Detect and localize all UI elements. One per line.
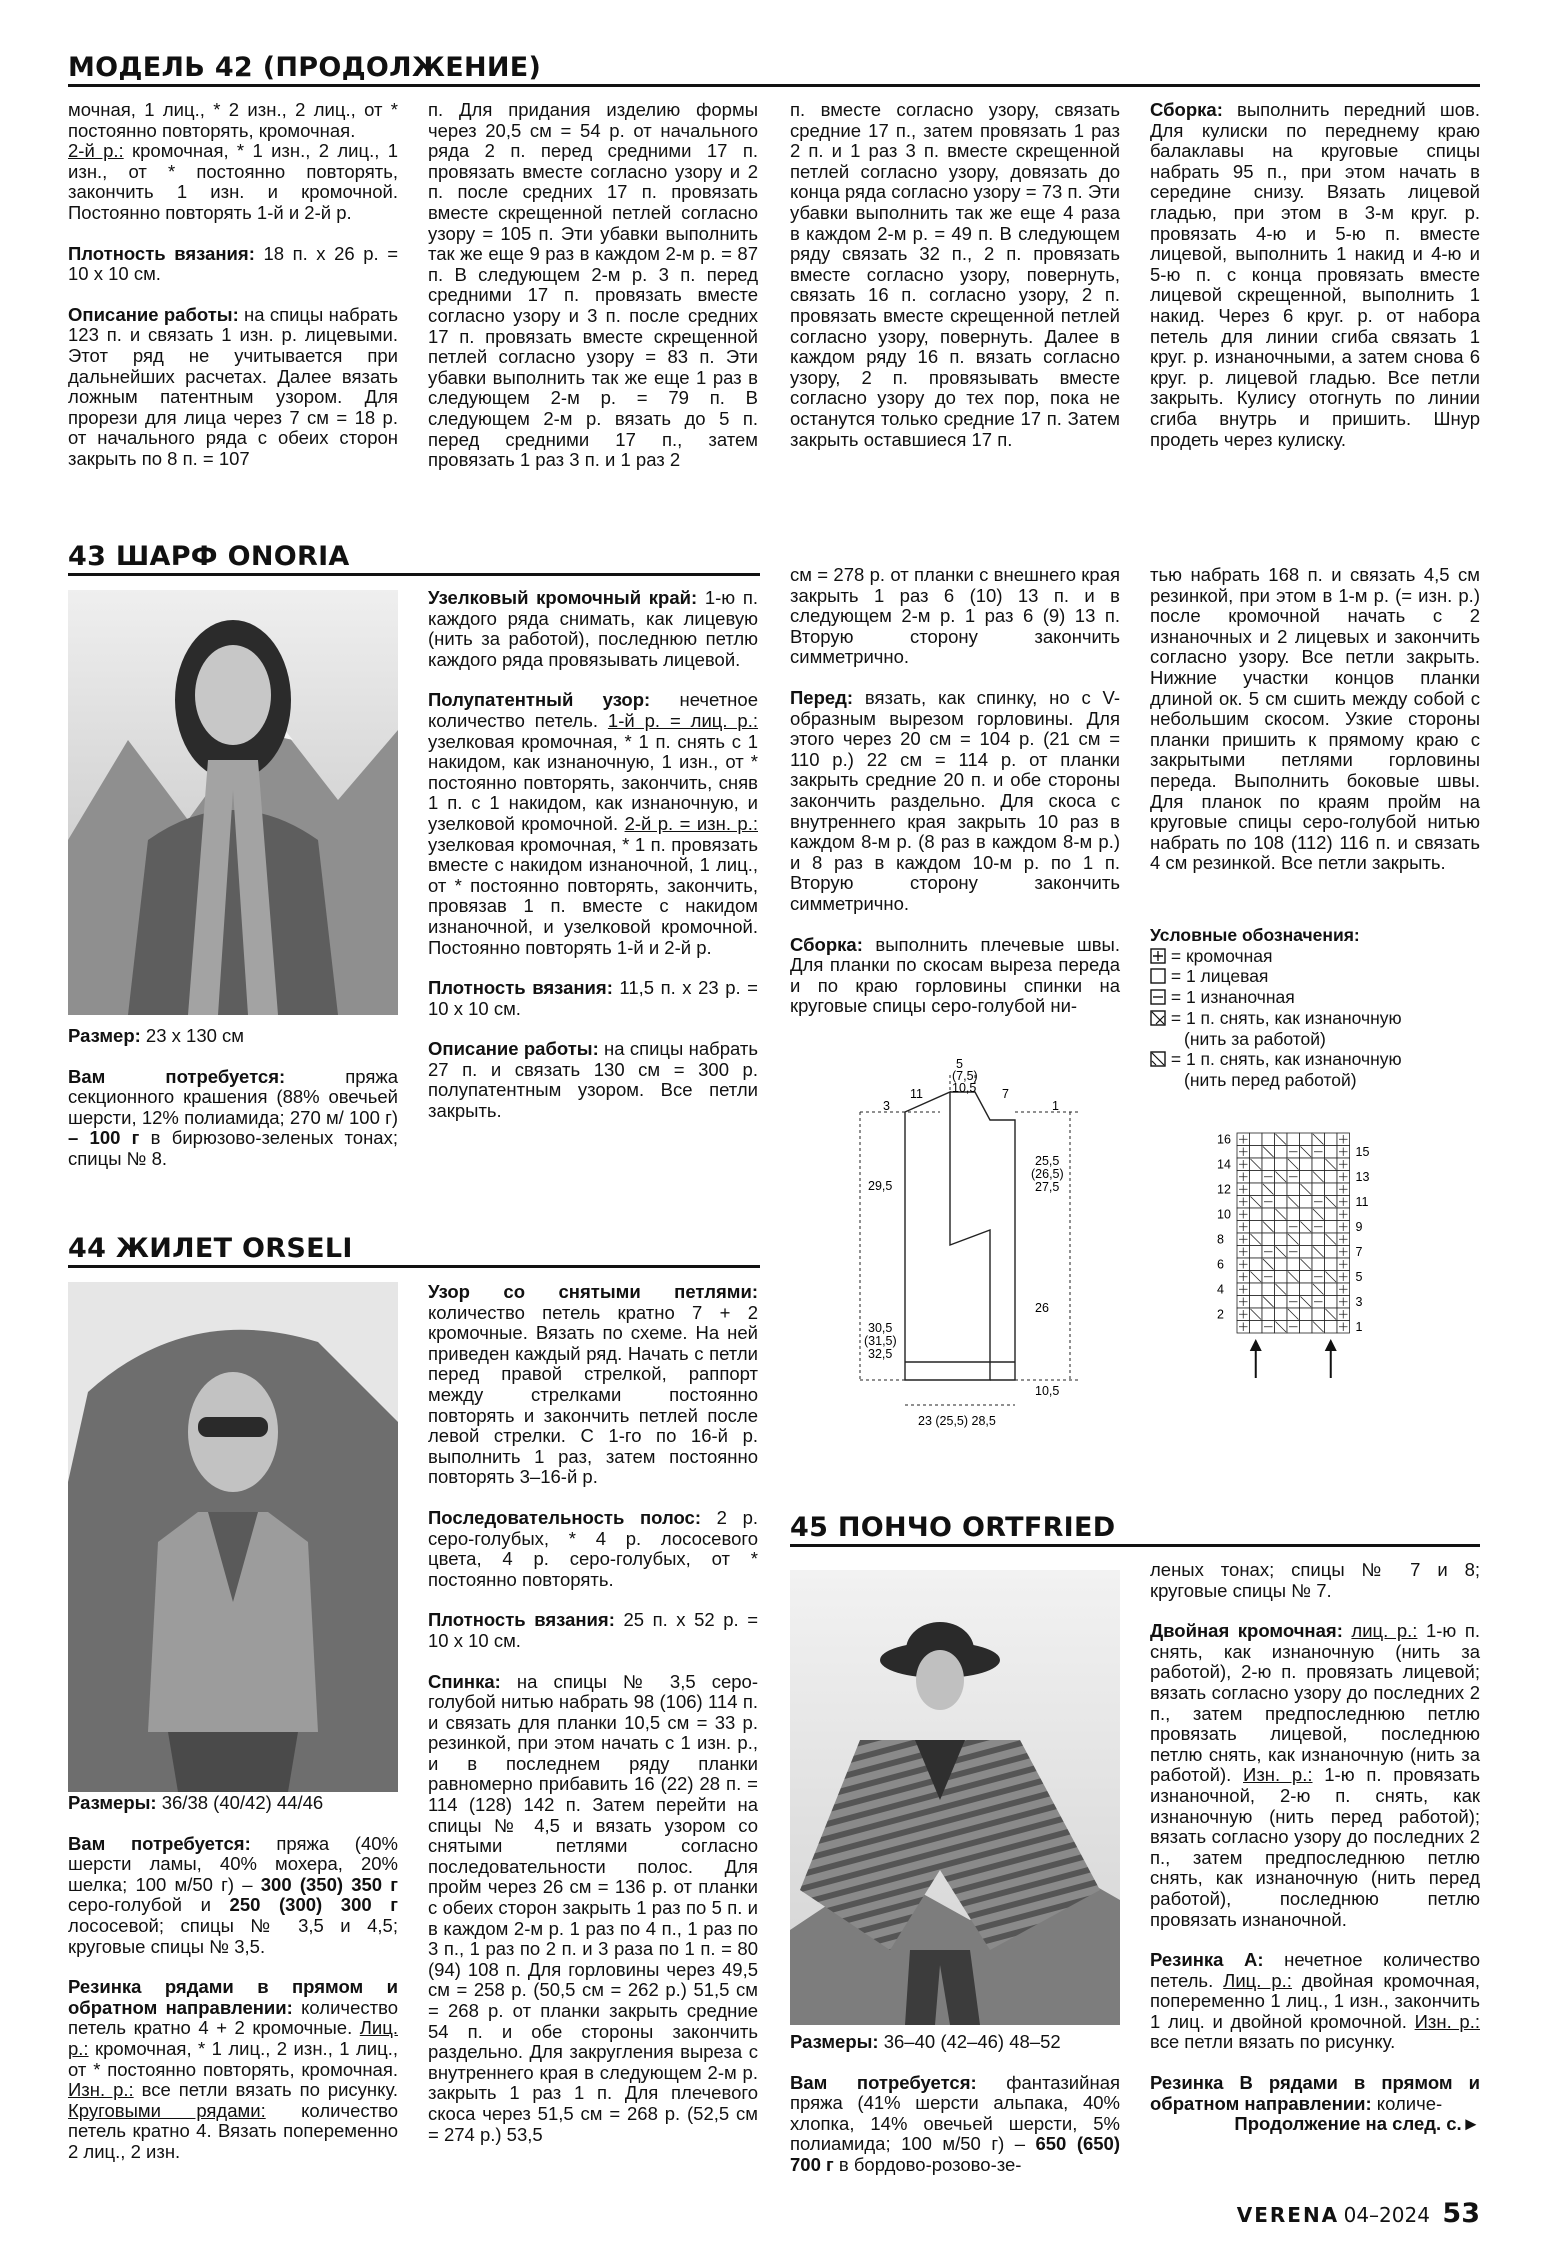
- chart-cell: [1250, 1221, 1263, 1234]
- purl-stitch-icon: [1150, 989, 1166, 1005]
- text: 25 п. х 52 р. = 10 х 10 см.: [428, 1609, 759, 1651]
- back-outline: [905, 1092, 990, 1380]
- text: выполнить передний шов. Для кулиски по переднему краю балаклавы на круговые спицы набрать 95 п., при этом начать в середине снизу. Вязать лицевой гладью, при этом в 3-м круг. р. провязать 4-ю и 5-ю п. вместе лицевой, выполнить 1 накид и 4-ю и 5-ю п. с конца провязать вместе лицевой скрещенной, выполнить 1 накид. Через 6 круг. р. от набора петель для линии сгиба связать 1 круг. р. изнаночными, а затем снова 6 круг. р. лицевой гладью. Все петли закрыть. Кулису отогнуть по линии сгиба внутрь и пришить. Шнур продеть через кулиску.: [1150, 99, 1480, 450]
- text: 23 х 130 см: [140, 1025, 245, 1046]
- poncho-illustration: [790, 1570, 1120, 2025]
- legend-item: [1150, 1049, 1480, 1090]
- knit-stitch-icon: [1150, 968, 1166, 984]
- label: Описание работы:: [428, 1038, 599, 1060]
- chart-cell: [1250, 1183, 1263, 1196]
- chart-cell: [1262, 1308, 1275, 1321]
- chart-cell: [1262, 1133, 1275, 1146]
- label: Резинка В рядами в прямом и обратном направлении:: [1150, 2072, 1480, 2114]
- chart-row-label: 10: [1217, 1207, 1231, 1222]
- chart-cell: [1262, 1158, 1275, 1171]
- label: Перед:: [790, 686, 854, 708]
- chart-cell: [1250, 1258, 1263, 1271]
- quantity: 650 (650) 700 г: [790, 2133, 1121, 2175]
- text: 18 п. х 26 р. = 10 х 10 см.: [68, 242, 399, 285]
- text: пряжа (40% шерсти ламы, 40% мохера, 20% шелка; 100 м/50 г) –: [68, 1832, 398, 1895]
- chart-cell: [1275, 1258, 1288, 1271]
- s44-heading: 44 ЖИЛЕТ ORSELI: [68, 1233, 353, 1264]
- text: количество петель кратно 7 + 2 кромочные. Вязать по схеме. На ней приведен каждый ряд. Начать с петли перед правой стрелкой, раппорт между стрелками постоянно повторять и закончить петлей после левой стрелки. С 1-го по 16-й р. выполнить 1 раз, затем постоянно повторять 3–16-й р.: [428, 1301, 758, 1488]
- chart-cell: [1325, 1183, 1338, 1196]
- s45-col4: [1150, 1560, 1480, 2135]
- dim-label: (31,5): [864, 1334, 897, 1348]
- chart-row-label: 16: [1217, 1132, 1231, 1147]
- chart-cell: [1300, 1246, 1313, 1259]
- scarf-illustration: [68, 590, 398, 1015]
- label: Последовательность полос:: [428, 1506, 701, 1528]
- legend-text: = кромочная: [1170, 945, 1273, 966]
- chart-row-label: 12: [1217, 1182, 1231, 1197]
- legend-text: = 1 п. снять, как изнаночную: [1170, 1049, 1402, 1070]
- chart-cell: [1300, 1133, 1313, 1146]
- chart-cell: [1250, 1171, 1263, 1184]
- text: Изн. р.:: [1414, 2010, 1480, 2032]
- text: Изн. р.:: [68, 2079, 134, 2101]
- label: Размеры:: [68, 1792, 157, 1813]
- chart-cell: [1287, 1133, 1300, 1146]
- text: п. вместе согласно узору, связать средние 17 п., затем провязать 1 раз 2 п. и 1 раз 3 п. вместе скрещенной петлей согласно узору, довязать до конца ряда согласно узору = 73 п. Эти убавки выполнить так же еще 4 раза в каждом 2-м р. = 49 п. В следующем ряду связать 32 п., 2 п. провязать вместе согласно узору, повернуть, связать 16 п. согласно узору, 2 п. провязать вместе скрещенной петлей согласно узору, повернуть. Далее в каждом ряду 16 п. вязать согласно узору, 2 п. провязывать вместе согласно узору до тех пор, пока не останутся только средние 17 п. Затем закрыть оставшиеся 17 п.: [790, 99, 1120, 450]
- label: Спинка:: [428, 1670, 501, 1692]
- chart-cell: [1275, 1271, 1288, 1284]
- dim-label: 1: [1052, 1099, 1059, 1113]
- chart-cell: [1250, 1133, 1263, 1146]
- side-line: [990, 1245, 1015, 1380]
- s44-col3: [790, 565, 1120, 1037]
- label: Вам потребуется:: [790, 2071, 977, 2093]
- legend-text: (нить перед работой): [1184, 1069, 1357, 1090]
- text: Изн. р.:: [1243, 1764, 1313, 1786]
- text: см = 278 р. от планки с внешнего края закрыть 1 раз 6 (10) 13 п. и в следующем 2-м р. 1 раз 6 (9) 13 п. Вторую сторону закончить симметрично.: [790, 564, 1120, 668]
- legend-text: = 1 изнаночная: [1170, 987, 1295, 1008]
- text: 36/38 (40/42) 44/46: [156, 1792, 324, 1813]
- text: серо-голубой и: [68, 1894, 211, 1916]
- label: Описание работы:: [68, 303, 239, 325]
- legend-item: [1150, 1008, 1480, 1049]
- chart-row-label: 13: [1355, 1170, 1370, 1184]
- chart-cell: [1275, 1158, 1288, 1171]
- chart-cell: [1287, 1258, 1300, 1271]
- chart-row-label: 8: [1217, 1232, 1224, 1247]
- s44-col4: [1150, 565, 1480, 894]
- dim-label: 7: [1002, 1087, 1009, 1101]
- chart-cell: [1325, 1296, 1338, 1309]
- chart-cell: [1300, 1308, 1313, 1321]
- heading-rule: [790, 1544, 1480, 1547]
- chart-cell: [1275, 1146, 1288, 1159]
- text: лососевой; спицы № 3,5 и 4,5; круговые спицы № 3,5.: [68, 1914, 398, 1957]
- text: 11,5 п. х 23 р. = 10 х 10 см.: [428, 977, 758, 1019]
- s44-col2: [428, 1282, 758, 2165]
- knitting-chart: [1195, 1125, 1435, 1465]
- label: Сборка:: [790, 933, 863, 955]
- text: количе-: [1371, 2092, 1443, 2114]
- chart-cell: [1275, 1233, 1288, 1246]
- text: 1-ю п. провязать изнаночной, 2-ю п. снять, как изнаночную (нить перед работой); вязать согласно узору до последних 2 п., затем предпоследнюю петлю снять, как изнаночную (нить перед работой), последнюю петлю провязать изнаночной.: [1150, 1764, 1480, 1930]
- neck-outline: [950, 1092, 1015, 1245]
- dim-label: 29,5: [868, 1179, 893, 1193]
- dim-label: 5: [956, 1057, 963, 1071]
- chart-cell: [1300, 1171, 1313, 1184]
- text: 1-ю п. каждого ряда снимать, как лицевую (нить за работой), последнюю петлю каждого ряда провязывать лицевой.: [428, 587, 758, 670]
- footer-brand: VERENA: [1236, 2203, 1340, 2227]
- m42-col4: [1150, 100, 1480, 470]
- text: в бордово-розово-зе-: [833, 2153, 1022, 2175]
- quantity: 250 (300) 300 г: [210, 1894, 398, 1916]
- chart-cell: [1250, 1296, 1263, 1309]
- text: Лиц. р.:: [1223, 1969, 1292, 1991]
- dim-label: 26: [1035, 1301, 1049, 1315]
- page-number: 53: [1442, 2198, 1480, 2229]
- chart-cell: [1325, 1283, 1338, 1296]
- label: Плотность вязания:: [68, 242, 255, 264]
- poncho-photo: [790, 1570, 1120, 2025]
- edge-stitch-icon: [1150, 948, 1166, 964]
- quantity: 300 (350) 350 г: [252, 1873, 398, 1895]
- dim-label: (26,5): [1031, 1167, 1064, 1181]
- label: Вам потребуется:: [68, 1832, 251, 1854]
- chart-cell: [1300, 1321, 1313, 1334]
- m42-col1: [68, 100, 398, 490]
- chart-cell: [1287, 1283, 1300, 1296]
- chart-cell: [1300, 1158, 1313, 1171]
- text: все петли вязать по рисунку.: [133, 2079, 398, 2101]
- quantity: – 100 г: [68, 1127, 140, 1149]
- chart-row-label: 14: [1217, 1157, 1231, 1172]
- text: узелковая кромочная, * 1 п. снять с 1 накидом, как изнаночную, 1 изн., от * постоянно повторять, закончить, сняв 1 п. с 1 накидом, как изнаночную, и узелковой кромочной.: [428, 730, 758, 834]
- text: Круговыми рядами:: [68, 2099, 266, 2121]
- chart-cell: [1325, 1246, 1338, 1259]
- heading-rule: [68, 573, 760, 576]
- text: кромочная, * 1 изн., 2 лиц., 1 изн., от * постоянно повторять, закончить 1 изн. и кромочной. Постоянно повторять 1-й и 2-й р.: [68, 140, 398, 223]
- dim-label: 3: [883, 1099, 890, 1113]
- text: кромочная, * 1 лиц., 2 изн., 1 лиц., от * постоянно повторять, кромочная.: [68, 2037, 398, 2080]
- chart-cell: [1275, 1196, 1288, 1209]
- text: выполнить плечевые швы. Для планки по скосам выреза переда и по краю горловины спинки на круговые спицы серо-голубой ни-: [790, 933, 1120, 1017]
- dim-label: 11: [910, 1087, 923, 1101]
- dim-label: 27,5: [1035, 1180, 1060, 1194]
- chart-cell: [1262, 1208, 1275, 1221]
- chart-cell: [1287, 1208, 1300, 1221]
- chart-cell: [1300, 1271, 1313, 1284]
- s43-heading: 43 ШАРФ ONORIA: [68, 541, 350, 572]
- label: Размер:: [68, 1025, 141, 1046]
- chart-cell: [1300, 1208, 1313, 1221]
- chart-cell: [1300, 1196, 1313, 1209]
- dim-label: 10,5: [1035, 1384, 1060, 1398]
- legend: [1150, 925, 1480, 1091]
- model42-heading: МОДЕЛЬ 42 (ПРОДОЛЖЕНИЕ): [68, 52, 542, 83]
- s45-col3-text: [790, 2032, 1120, 2196]
- chart-cell: [1262, 1283, 1275, 1296]
- text: 2-й р.:: [68, 140, 124, 162]
- legend-text: = 1 п. снять, как изнаночную: [1170, 1007, 1402, 1028]
- chart-cell: [1250, 1146, 1263, 1159]
- knitting-chart-grid: [1195, 1125, 1435, 1465]
- text: 2 р. серо-голубых, * 4 р. лососевого цвета, 4 р. серо-голубых, от * постоянно повторять.: [428, 1506, 758, 1590]
- label: Двойная кромочная:: [1150, 1620, 1343, 1642]
- text: лиц. р.:: [1351, 1620, 1418, 1642]
- chart-row-label: 1: [1355, 1320, 1363, 1334]
- scarf-photo: [68, 590, 398, 1015]
- chart-row-label: 9: [1355, 1220, 1363, 1234]
- repeat-arrow-head: [1250, 1339, 1262, 1351]
- legend-item: [1150, 966, 1480, 987]
- chart-cell: [1300, 1283, 1313, 1296]
- slip-yarn-front-icon: [1150, 1051, 1166, 1067]
- legend-text: (нить за работой): [1184, 1028, 1326, 1049]
- repeat-arrow-head: [1325, 1339, 1337, 1351]
- chart-cell: [1325, 1146, 1338, 1159]
- label: Узелковый кромочный край:: [428, 587, 698, 608]
- dim-label: (7,5): [952, 1069, 978, 1083]
- chart-cell: [1287, 1183, 1300, 1196]
- text: на спицы набрать 123 п. и связать 1 изн. р. лицевыми. Этот ряд не учитывается при дальнейших расчетах. Далее вязать ложным патентным узором. Для прорези для лица через 7 см = 18 р. от начального ряда с обеих сторон закрыть по 8 п. = 107: [68, 303, 398, 469]
- text: пряжа секционного крашения (88% овечьей шерсти, 12% полиамида; 270 м/ 100 г): [68, 1065, 398, 1128]
- text: в бирюзово-зеленых тонах; спицы № 8.: [68, 1127, 398, 1169]
- chart-cell: [1275, 1308, 1288, 1321]
- label: Резинка рядами в прямом и обратном направлении:: [68, 1976, 398, 2018]
- chart-cell: [1250, 1246, 1263, 1259]
- m42-col2: [428, 100, 758, 491]
- dim-label: 10,5: [952, 1081, 977, 1095]
- text: узелковая кромочная, * 1 п. провязать вместе с накидом изнаночной, 1 лиц., от * постоянно повторять, закончить, провязав 1 п. вместе с накидом изнаночной, и узелковой кромочной. Постоянно повторять 1-й и 2-й р.: [428, 833, 758, 958]
- s43-col1-text: [68, 1026, 398, 1190]
- text: на спицы № 3,5 серо-голубой нитью набрать 98 (106) 114 п. и связать для планки 10,5 см = 33 р. резинкой, при этом начать с 1 изн. р., и в последнем ряду планки равномерно прибавить 16 (22) 28 п. = 114 (128) 142 п. Затем перейти на спицы № 4,5 и вязать узором со снятыми петлями согласно последовательности полос. Для пройм через 26 см = 136 р. от планки с обеих сторон закрыть 1 раз по 5 п. и в каждом 2-м р. 1 раз по 4 п., 1 раз по 3 п., 1 раз по 2 п. и 3 раза по 1 п. = 80 (94) 108 п. Для горловины через 49,5 см = 258 р. (50,5 см = 262 р.) 51,5 см = 268 р. от планки закрыть средние 54 п. и обе стороны закончить раздельно. Для закругления выреза с внутреннего края в следующем 2-м р. закрыть 1 раз 1 п. Для плечевого скоса через 51,5 см = 268 р. (52,5 см = 274 р.) 53,5: [428, 1670, 758, 2145]
- legend-title: Условные обозначения:: [1150, 925, 1360, 945]
- chart-cell: [1325, 1258, 1338, 1271]
- chart-cell: [1312, 1158, 1325, 1171]
- text: п. Для придания изделию формы через 20,5 см = 54 р. от начального ряда 2 п. перед средними 17 п. провязать вместе согласно узору и 2 п. после средних 17 п. провязать вместе скрещенной петлей согласно узору = 105 п. Эти убавки выполнить так же еще 9 раз в каждом 2-м р. = 87 п. В следующем 2-м р. 3 п. перед средними 17 п. провязать вместе согласно узору и 3 п. после средних 17 п. провязать вместе скрещенной петлей согласно узору = 83 п. Эти убавки выполнить так же еще 1 раз в следующем 2-м р. = 79 п. В следующем 2-м р. вязать до 5 п. перед средними 17 п., затем провязать 1 раз 3 п. и 1 раз 2: [428, 99, 758, 471]
- text: 2-й р. = изн. р.:: [624, 812, 758, 834]
- legend-item: [1150, 987, 1480, 1008]
- chart-cell: [1275, 1296, 1288, 1309]
- label: Сборка:: [1150, 99, 1223, 120]
- dim-label: 32,5: [868, 1347, 893, 1361]
- label: Плотность вязания:: [428, 1609, 615, 1631]
- text: фантазийная пряжа (41% шерсти альпака, 40% хлопка, 14% овечьей шерсти, 5% полиамида; 100 м/50 г) –: [790, 2071, 1120, 2155]
- text: все петли вязать по рисунку.: [1150, 2031, 1396, 2053]
- footer-issue: 04–2024: [1343, 2203, 1430, 2227]
- text: двойная кромочная, попеременно 1 лиц., 1 изн., закончить 1 лиц. и двойной кромочной.: [1150, 1969, 1480, 2032]
- s45-heading: 45 ПОНЧО ORTFRIED: [790, 1512, 1116, 1543]
- text: количество петель кратно 4 + 2 кромочные.: [68, 1996, 398, 2039]
- chart-cell: [1325, 1208, 1338, 1221]
- chart-cell: [1300, 1233, 1313, 1246]
- label: Вам потребуется:: [68, 1065, 286, 1087]
- chart-cell: [1312, 1183, 1325, 1196]
- vest-illustration: [68, 1282, 398, 1792]
- garment-schematic: [790, 1050, 1140, 1450]
- chart-row-label: 3: [1355, 1295, 1363, 1309]
- text: 1-й р. = лиц. р.:: [607, 709, 758, 731]
- chart-row-label: 11: [1355, 1195, 1369, 1209]
- chart-cell: [1325, 1321, 1338, 1334]
- text: количество петель кратно 4. Вязать попеременно 2 лиц., 2 изн.: [68, 2099, 399, 2162]
- text: мочная, 1 лиц., * 2 изн., 2 лиц., от * постоянно повторять, кромочная.: [68, 99, 398, 141]
- s44-col1-text: [68, 1793, 398, 2183]
- chart-row-label: 2: [1217, 1307, 1224, 1322]
- text: 36–40 (42–46) 48–52: [878, 2031, 1061, 2052]
- legend-item: [1150, 946, 1480, 967]
- slip-yarn-back-icon: [1150, 1010, 1166, 1026]
- chart-row-label: 7: [1355, 1245, 1363, 1259]
- s43-col2: [428, 588, 758, 1142]
- text: нечетное количество петель.: [428, 689, 758, 731]
- chart-cell: [1262, 1233, 1275, 1246]
- chart-cell: [1325, 1221, 1338, 1234]
- text: нечетное количество петель.: [1150, 1949, 1481, 1991]
- label: Узор со снятыми петлями:: [428, 1281, 758, 1302]
- chart-cell: [1275, 1221, 1288, 1234]
- chart-cell: [1312, 1258, 1325, 1271]
- heading-rule: [68, 84, 1480, 87]
- chart-cell: [1312, 1308, 1325, 1321]
- chart-row-label: 5: [1355, 1270, 1363, 1284]
- vest-photo: [68, 1282, 398, 1792]
- footer: [1210, 2198, 1480, 2229]
- dim-label: 23 (25,5) 28,5: [918, 1414, 996, 1428]
- continued-link[interactable]: Продолжение на след. с.►: [1234, 2113, 1480, 2135]
- text: на спицы набрать 27 п. и связать 130 см = 300 р. полупатентным узором. Все петли закрыть.: [428, 1038, 758, 1122]
- chart-cell: [1250, 1283, 1263, 1296]
- label: Полупатентный узор:: [428, 689, 651, 711]
- chart-cell: [1250, 1208, 1263, 1221]
- m42-col3: [790, 100, 1120, 470]
- text: леных тонах; спицы № 7 и 8; круговые спицы № 7.: [1150, 1559, 1480, 1601]
- chart-cell: [1325, 1171, 1338, 1184]
- schematic-drawing: [790, 1050, 1140, 1450]
- legend-text: = 1 лицевая: [1170, 966, 1269, 987]
- label: Плотность вязания:: [428, 977, 613, 999]
- chart-cell: [1275, 1183, 1288, 1196]
- dim-label: 25,5: [1035, 1154, 1060, 1168]
- text: тью набрать 168 п. и связать 4,5 см резинкой, при этом в 1-м р. (= изн. р.) после кромочной начать с 2 изнаночных и 2 лицевых и закончить согласно узору. Все петли закрыть. Нижние участки концов планки длиной ок. 5 см сшить между собой с небольшим скосом. Узкие стороны планки пришить к прямому краю с закрытыми петлями горловины переда. Выполнить боковые швы. Для планок по краям пройм на круговые спицы серо-голубой нитью набрать по 108 (112) 116 п. и связать 4 см резинкой. Все петли закрыть.: [1150, 564, 1480, 874]
- chart-cell: [1250, 1321, 1263, 1334]
- chart-row-label: 15: [1355, 1145, 1370, 1159]
- heading-rule: [68, 1265, 760, 1268]
- label: Резинка А:: [1150, 1949, 1264, 1971]
- dim-label: 30,5: [868, 1321, 893, 1335]
- text: Лиц. р.:: [68, 2017, 398, 2059]
- chart-row-label: 4: [1217, 1282, 1224, 1297]
- text: вязать, как спинку, но с V-образным вырезом горловины. Для этого через 20 см = 104 р. (21 см = 110 р.) 22 см = 114 р. от планки закрыть средние 20 п. и обе стороны закончить раздельно. Для скоса с внутреннего края закрыть 10 раз в каждом 8-м р. (8 раз в каждом 8-м р.) и 8 раз в каждом 10-м р. по 1 п. Вторую сторону закончить симметрично.: [790, 686, 1120, 914]
- chart-row-label: 6: [1217, 1257, 1224, 1272]
- label: Размеры:: [790, 2031, 879, 2052]
- chart-cell: [1325, 1133, 1338, 1146]
- chart-cell: [1312, 1233, 1325, 1246]
- text: 1-ю п. снять, как изнаночную (нить за работой), 2-ю п. провязать лицевой; вязать согласно узору до последних 2 п., затем предпоследнюю петлю провязать лицевой, последнюю петлю снять, как изнаночную (нить за работой).: [1150, 1620, 1481, 1786]
